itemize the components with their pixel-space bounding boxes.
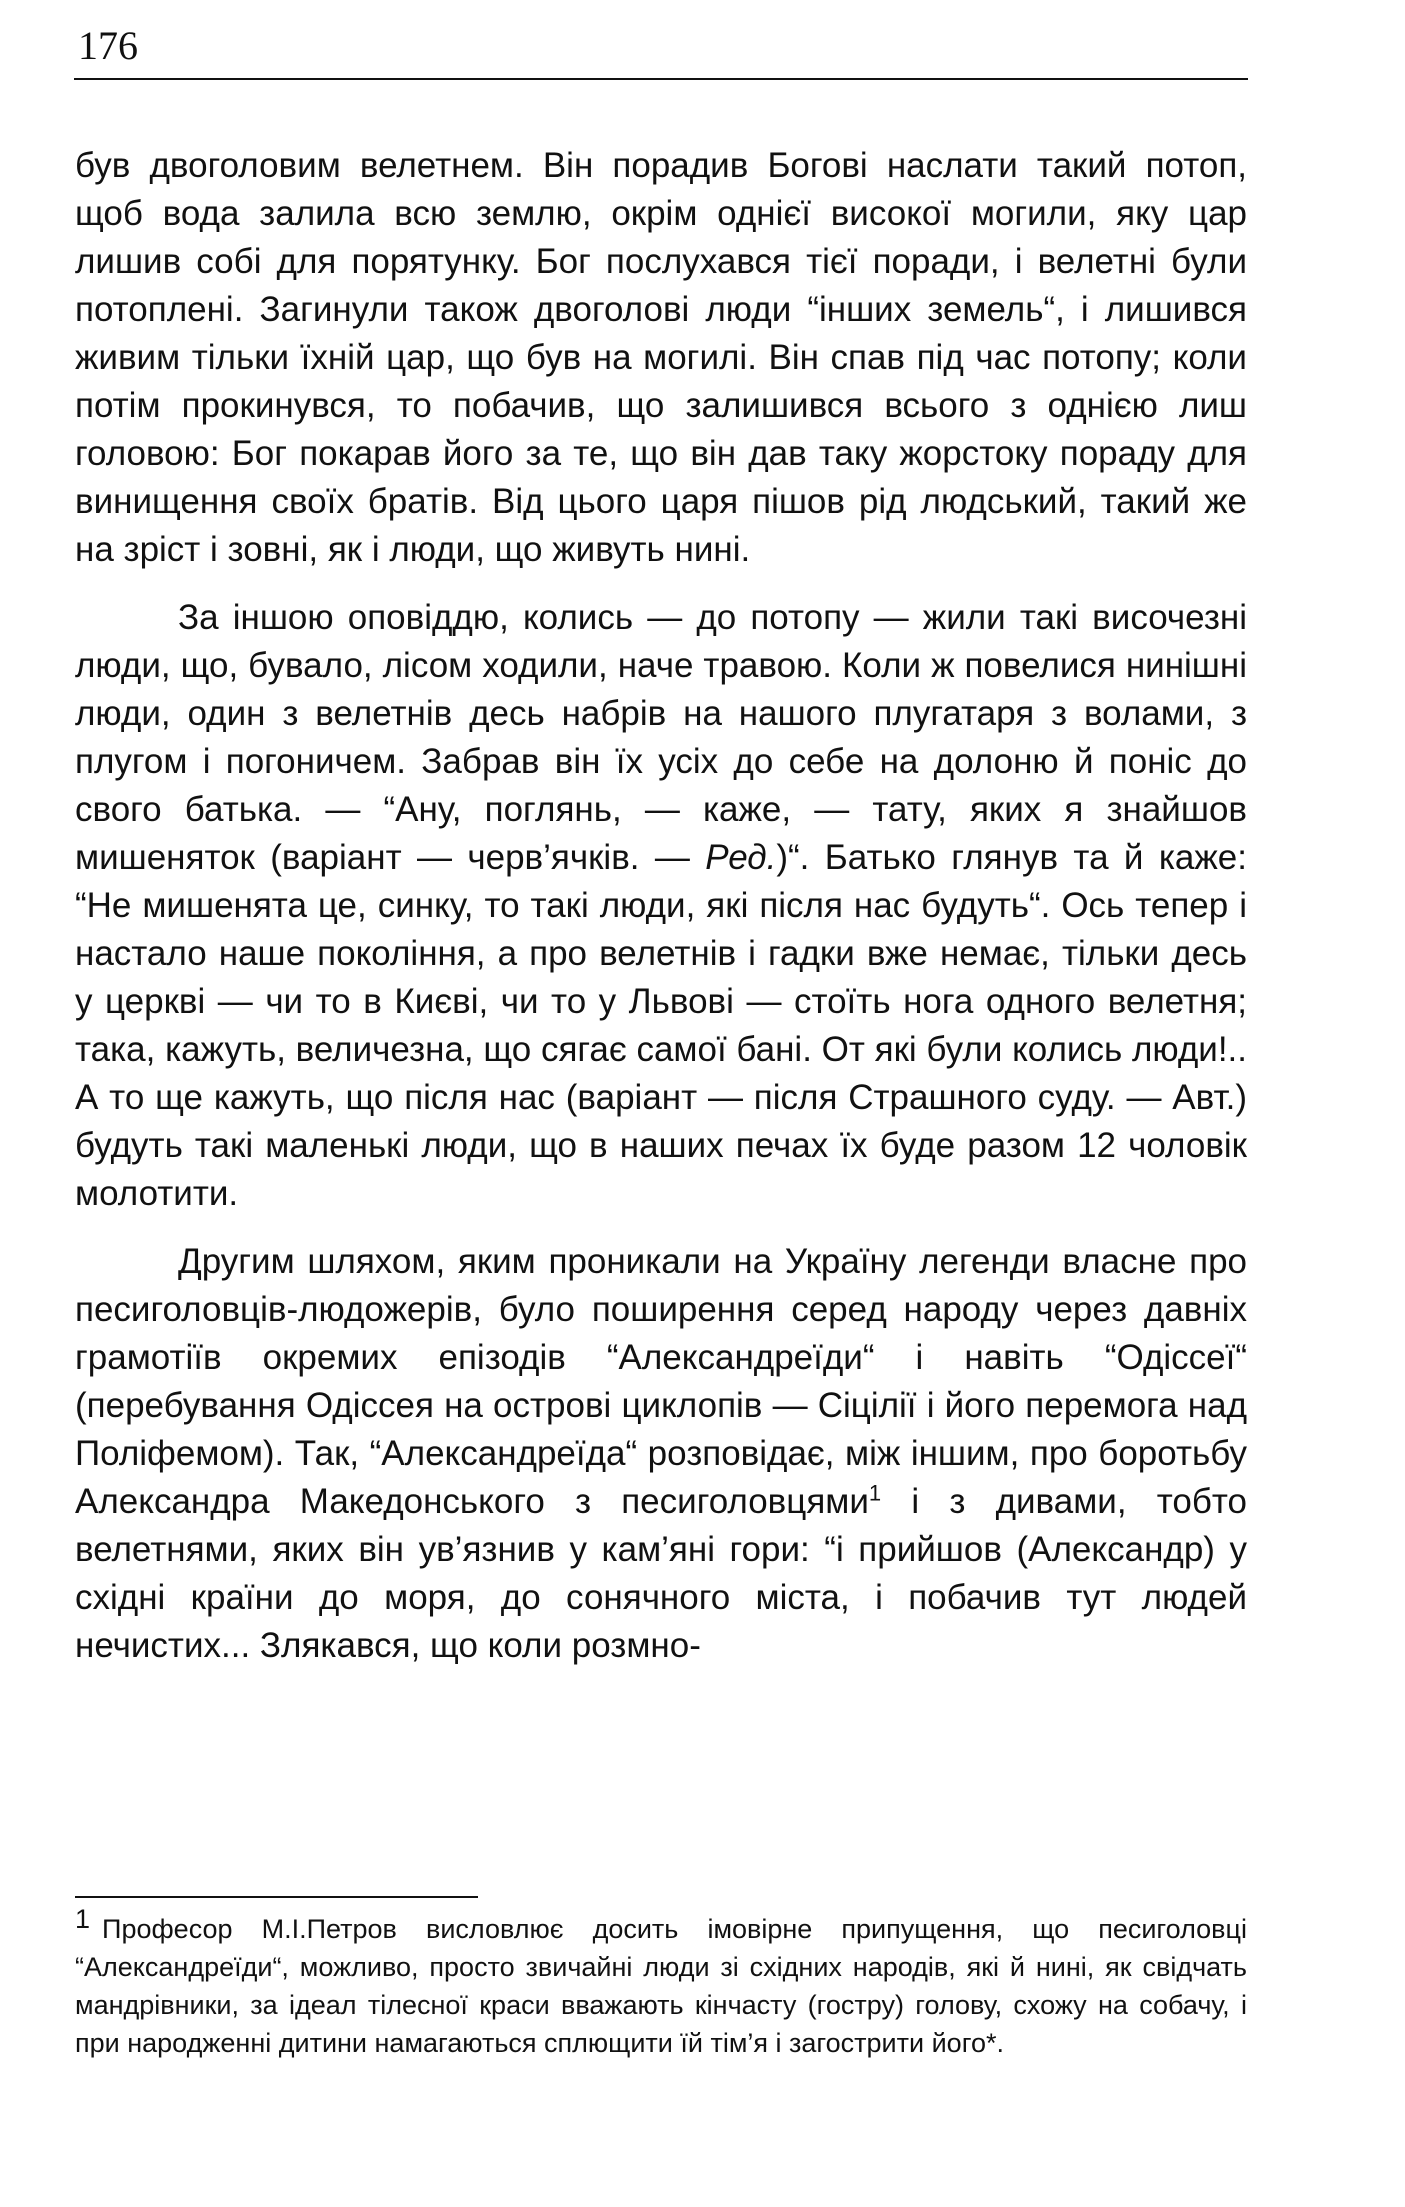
paragraph-2-part-b: )“. Батько глянув та й каже: “Не мишенята це, синку, то такі люди, які після нас будуть“. Ось тепер і настало наше покоління, а про велетнів і гадки вже немає, тільки десь у церкві — чи то в Києві, чи то у Львові — стоїть нога одного велетня; така, кажуть, величезна, що сягає самої бані. От які були колись люди!.. А то ще кажуть, що після нас (варіант — після Страшного суду. — Авт.) будуть такі маленькі люди, що в наших печах їх буде разом 12 чоловік молотити. bbox=[75, 838, 1247, 1213]
footnote-reference[interactable]: 1 bbox=[868, 1480, 882, 1506]
body-text bbox=[75, 142, 1247, 1670]
paragraph-2 bbox=[75, 594, 1247, 1218]
footnote-rule bbox=[75, 1896, 478, 1898]
paragraph-2-part-a: За іншою оповіддю, колись — до потопу — жили такі височезні люди, що, бувало, лісом ходили, наче травою. Коли ж повелися нинішні люди, один з велетнів десь набрів на нашого плугатаря з волами, з плугом і погоничем. Забрав він їх усіх до себе на долоню й поніс до свого батька. — “Ану, поглянь, — каже, — тату, яких я знайшов мишеняток (варіант — черв’ячків. — bbox=[75, 598, 1247, 877]
paragraph-3-part-a: Другим шляхом, яким проникали на Україну легенди власне про песиголовців-людожерів, було поширення серед народу через давніх грамотіїв окремих епізодів “Александреїди“ і навіть “Одіссеї“ (перебування Одіссея на острові циклопів — Сіцілії і його перемога над Поліфемом). Так, “Александреїда“ розповідає, між іншим, про боротьбу Александра Македонського з песиголовцями bbox=[75, 1242, 1247, 1521]
paragraph-1: був двоголовим велетнем. Він порадив Богові наслати такий потоп, щоб вода залила всю землю, окрім однієї високої могили, яку цар лишив собі для порятунку. Бог послухався тієї поради, і велетні були потоплені. Загинули також двоголові люди “інших земель“, і лишився живим тільки їхній цар, що був на могилі. Він спав під час потопу; коли потім прокинувся, то побачив, що залишився всього з однією лиш головою: Бог покарав його за те, що він дав таку жорстоку пораду для винищення своїх братів. Від цього царя пішов рід людський, такий же на зріст і зовні, як і люди, що живуть нині. bbox=[75, 146, 1247, 569]
footnote bbox=[75, 1904, 1247, 2062]
page-number: 176 bbox=[78, 23, 138, 68]
footnote-mark: 1 bbox=[75, 1904, 91, 1934]
header-rule bbox=[74, 78, 1248, 80]
paragraph-3-part-b: і з дивами, тобто велетнями, яких він ув’язнив у кам’яні гори: “і прийшов (Александр) у східні країни до моря, до сонячного міста, і побачив тут людей нечистих... Злякався, що коли розмно- bbox=[75, 1482, 1247, 1665]
editor-note: Ред. bbox=[705, 838, 777, 877]
paragraph-3 bbox=[75, 1238, 1247, 1670]
footnote-text: Професор М.І.Петров висловлює досить імовірне припущення, що песиголовці “Александреїди“, можливо, просто звичайні люди зі східних народів, які й нині, як свідчать мандрівники, за ідеал тілесної краси вважають кінчасту (гостру) голову, схожу на собачу, і при народженні дитини намагаються сплющити їй тім’я і загострити його*. bbox=[75, 1914, 1247, 2058]
